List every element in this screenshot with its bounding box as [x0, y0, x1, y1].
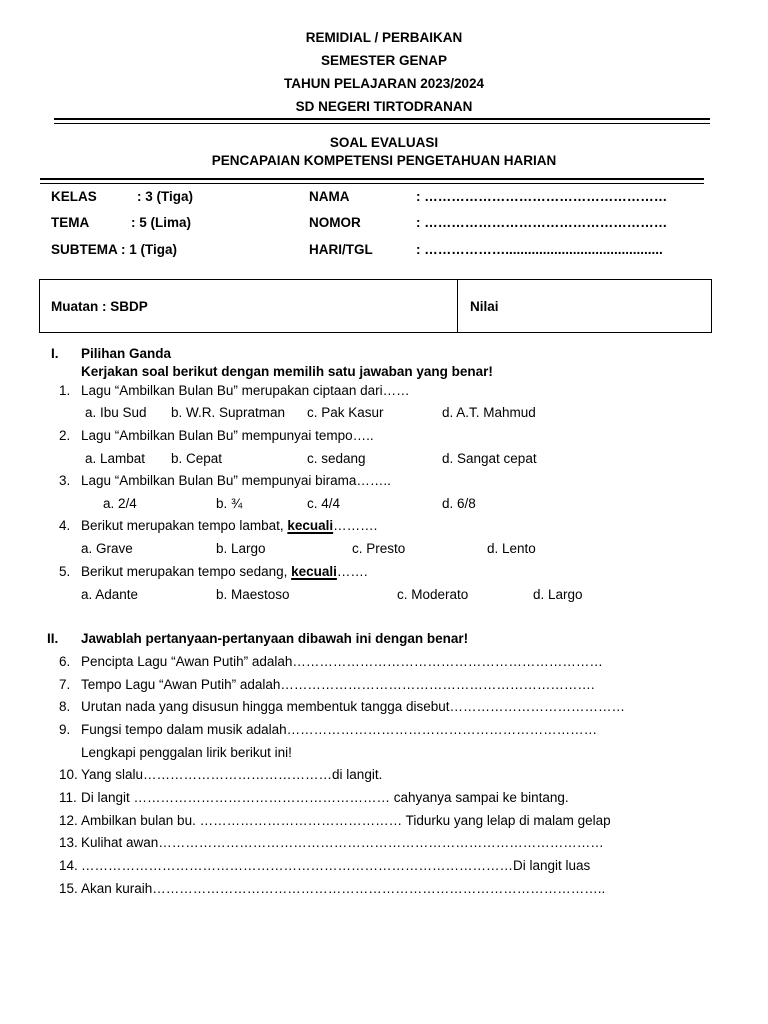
question-3-option-a[interactable]: a. 2/4: [103, 496, 137, 511]
section-1-number: I.: [51, 346, 59, 361]
kelas-value: : 3 (Tiga): [137, 189, 194, 204]
question-4-option-a[interactable]: a. Grave: [81, 541, 133, 556]
question-10-text[interactable]: Yang slalu……………………………………di langit.: [81, 767, 383, 782]
header-divider-thick: [54, 118, 710, 120]
question-8-text[interactable]: Urutan nada yang disusun hingga membentuk tangga disebut…………………………………: [81, 699, 626, 714]
muatan-label: Muatan : SBDP: [51, 299, 148, 314]
muatan-nilai-separator: [457, 279, 458, 333]
question-4-kecuali: kecuali: [287, 518, 334, 533]
question-4-option-c[interactable]: c. Presto: [352, 541, 406, 556]
question-12-text[interactable]: Ambilkan bulan bu. ……………………………………… Tidurku yang lelap di malam gelap: [81, 813, 611, 828]
question-12-number: 12.: [59, 813, 78, 828]
question-7-number: 7.: [59, 677, 71, 692]
question-9-number: 9.: [59, 722, 71, 737]
question-4-option-d[interactable]: d. Lento: [487, 541, 536, 556]
question-14-text[interactable]: ……………………………………………………………………………………Di langit luas: [81, 858, 591, 873]
nama-field[interactable]: : ………………………………………………: [416, 189, 668, 204]
question-2-option-a[interactable]: a. Lambat: [85, 451, 146, 466]
question-4-number: 4.: [59, 518, 71, 533]
question-5-kecuali: kecuali: [291, 564, 337, 579]
question-9-text[interactable]: Fungsi tempo dalam musik adalah……………………………………………………………: [81, 722, 598, 737]
question-7-text[interactable]: Tempo Lagu “Awan Putih” adalah…………………………………………………………….: [81, 677, 595, 692]
question-5-number: 5.: [59, 564, 71, 579]
question-8-number: 8.: [59, 699, 71, 714]
question-11-text[interactable]: Di langit ………………………………………………… cahyanya sampai ke bintang.: [81, 790, 569, 805]
question-5-option-b[interactable]: b. Maestoso: [216, 587, 290, 602]
subheader-pencapaian: PENCAPAIAN KOMPETENSI PENGETAHUAN HARIAN: [211, 153, 557, 168]
question-4-text: [81, 519, 377, 533]
question-13-text[interactable]: Kulihat awan………………………………………………………………………………………: [81, 835, 604, 850]
question-10-number: 10.: [59, 767, 78, 782]
tema-label: TEMA: [51, 215, 90, 230]
question-13-number: 13.: [59, 835, 78, 850]
question-2-option-d[interactable]: d. Sangat cepat: [442, 451, 537, 466]
header-title-remidial: REMIDIAL / PERBAIKAN: [305, 30, 463, 45]
header-school-name: SD NEGERI TIRTODRANAN: [295, 99, 473, 114]
question-3-number: 3.: [59, 473, 71, 488]
section-2-number: II.: [47, 631, 59, 646]
question-5-text-post: …….: [336, 564, 368, 579]
header-school-year: TAHUN PELAJARAN 2023/2024: [283, 76, 485, 91]
question-2-number: 2.: [59, 428, 71, 443]
nama-label: NAMA: [309, 189, 350, 204]
question-2-option-b[interactable]: b. Cepat: [171, 451, 223, 466]
subheader-soal-evaluasi: SOAL EVALUASI: [329, 135, 439, 150]
question-5-option-a[interactable]: a. Adante: [81, 587, 139, 602]
question-4-text-pre: Berikut merupakan tempo lambat,: [81, 518, 288, 533]
question-4-option-b[interactable]: b. Largo: [216, 541, 266, 556]
question-5-text-pre: Berikut merupakan tempo sedang,: [81, 564, 292, 579]
question-6-number: 6.: [59, 654, 71, 669]
question-3-text: Lagu “Ambilkan Bulan Bu” mempunyai birama……..: [81, 473, 391, 488]
tema-value: : 5 (Lima): [131, 215, 192, 230]
question-15-text[interactable]: Akan kuraih………………………………………………………………………………………..: [81, 881, 606, 896]
hari-tgl-field[interactable]: : ………………..........................................: [416, 242, 663, 257]
section-2-title: Jawablah pertanyaan-pertanyaan dibawah ini dengan benar!: [81, 631, 469, 646]
question-15-number: 15.: [59, 881, 78, 896]
question-2-option-c[interactable]: c. sedang: [307, 451, 366, 466]
question-4-text-post: ……….: [333, 518, 378, 533]
question-1-option-d[interactable]: d. A.T. Mahmud: [442, 405, 536, 420]
section-1-title: Pilihan Ganda: [81, 346, 172, 361]
question-1-option-b[interactable]: b. W.R. Supratman: [171, 405, 286, 420]
question-1-text: Lagu “Ambilkan Bulan Bu” merupakan ciptaan dari……: [81, 383, 410, 398]
hari-tgl-label: HARI/TGL: [309, 242, 373, 257]
question-5-option-c[interactable]: c. Moderato: [397, 587, 469, 602]
nomor-label: NOMOR: [309, 215, 361, 230]
subtema-label: SUBTEMA : 1 (Tiga): [51, 242, 178, 257]
question-14-number: 14.: [59, 858, 78, 873]
header-semester: SEMESTER GENAP: [320, 53, 448, 68]
question-11-number: 11.: [59, 790, 77, 805]
question-2-text: Lagu “Ambilkan Bulan Bu” mempunyai tempo…..: [81, 428, 374, 443]
lyric-instruction: Lengkapi penggalan lirik berikut ini!: [81, 745, 292, 760]
subheader-divider-thick: [40, 178, 704, 180]
section-1-instruction: Kerjakan soal berikut dengan memilih satu jawaban yang benar!: [81, 364, 493, 379]
question-5-text: [81, 565, 368, 579]
nilai-label: Nilai: [470, 299, 499, 314]
question-5-option-d[interactable]: d. Largo: [533, 587, 583, 602]
question-1-option-c[interactable]: c. Pak Kasur: [307, 405, 384, 420]
question-1-option-a[interactable]: a. Ibu Sud: [85, 405, 147, 420]
question-6-text[interactable]: Pencipta Lagu “Awan Putih” adalah……………………………………………………………: [81, 654, 603, 669]
question-3-option-c[interactable]: c. 4/4: [307, 496, 341, 511]
subheader-divider-thin: [40, 183, 704, 184]
question-3-option-d[interactable]: d. 6/8: [442, 496, 476, 511]
question-1-number: 1.: [59, 383, 71, 398]
header-divider-thin: [54, 123, 710, 124]
kelas-label: KELAS: [51, 189, 97, 204]
question-3-option-b[interactable]: b. ¾: [216, 496, 243, 511]
nomor-field[interactable]: : ………………………………………………: [416, 215, 668, 230]
